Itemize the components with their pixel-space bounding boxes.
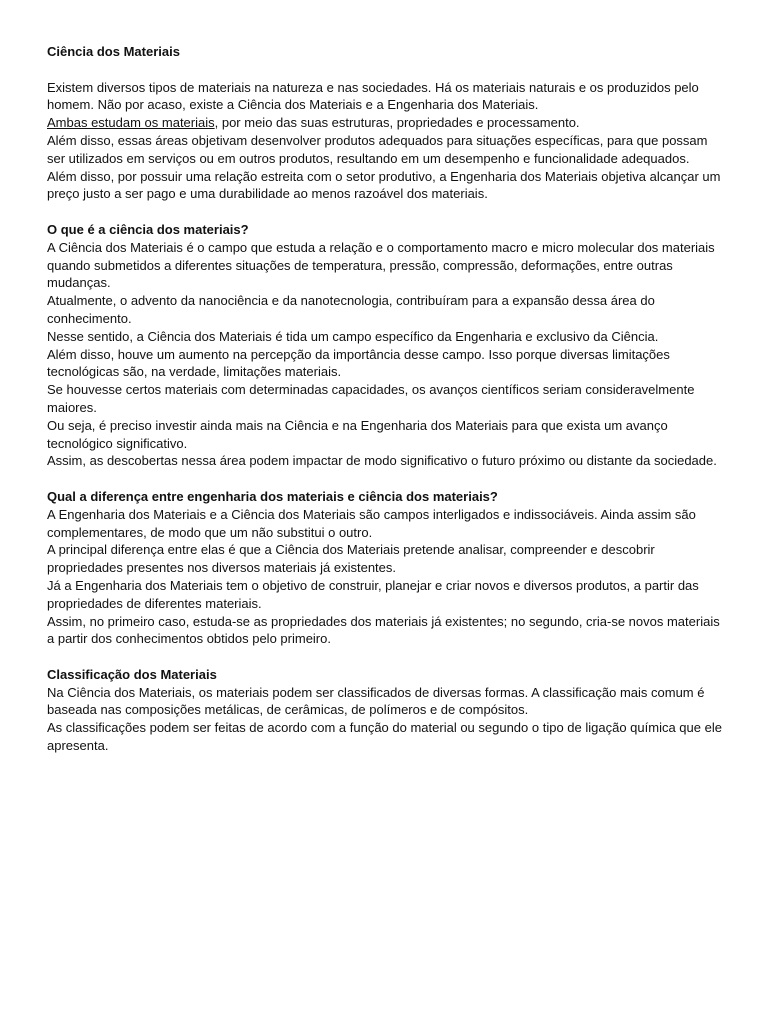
paragraph: Atualmente, o advento da nanociência e da nanotecnologia, contribuíram para a expansão dessa área do conhecimento.: [47, 293, 655, 326]
paragraph: A Ciência dos Materiais é o campo que estuda a relação e o comportamento macro e micro molecular dos materiais quando submetidos a diferentes situações de temperatura, pressão, compressão, deformações, entre outras mudanças.: [47, 239, 715, 291]
paragraph: Além disso, por possuir uma relação estreita com o setor produtivo, a Engenharia dos Materiais objetiva alcançar um preço justo a ser pago e uma durabilidade ao menos razoável dos materiais.: [47, 168, 721, 202]
paragraph: Se houvesse certos materiais com determinadas capacidades, os avanços científicos seriam consideravelmente maiores.: [47, 382, 695, 415]
paragraph: Além disso, essas áreas objetivam desenvolver produtos adequados para situações específicas, para que possam ser utilizados em serviços ou em outros produtos, resultando em um desempenho e funcionalidade adequados.: [47, 132, 708, 166]
section-intro: [47, 43, 727, 203]
paragraph: Além disso, houve um aumento na percepção da importância desse campo. Isso porque diversas limitações tecnológicas são, na verdade, limitações materiais.: [47, 346, 670, 380]
paragraph: Assim, as descobertas nessa área podem impactar de modo significativo o futuro próximo ou distante da sociedade.: [47, 453, 717, 469]
section-heading: Ciência dos Materiais: [47, 44, 180, 59]
section-difference: [47, 488, 727, 648]
underlined-text: Ambas estudam os materiais: [47, 115, 215, 131]
paragraph: [47, 114, 727, 132]
paragraph: As classificações podem ser feitas de acordo com a função do material ou segundo o tipo de ligação química que ele apresenta.: [47, 720, 722, 754]
paragraph-text: , por meio das suas estruturas, propriedades e processamento.: [214, 115, 580, 131]
section-heading: O que é a ciência dos materiais?: [47, 221, 249, 237]
paragraph: A Engenharia dos Materiais e a Ciência dos Materiais são campos interligados e indissociáveis. Ainda assim são complementares, de modo que um não substitui o outro.: [47, 506, 696, 540]
paragraph: A principal diferença entre elas é que a Ciência dos Materiais pretende analisar, compreender e descobrir propriedades presentes nos diversos materiais já existentes.: [47, 542, 655, 576]
section-heading: Qual a diferença entre engenharia dos materiais e ciência dos materiais?: [47, 488, 498, 504]
paragraph: Existem diversos tipos de materiais na natureza e nas sociedades. Há os materiais naturais e os produzidos pelo homem. Não por acaso, existe a Ciência dos Materiais e a Engenharia dos Materiais.: [47, 79, 699, 113]
document-body: [47, 43, 727, 773]
paragraph: Na Ciência dos Materiais, os materiais podem ser classificados de diversas formas. A classificação mais comum é baseada nas composições metálicas, de cerâmicas, de polímeros e de compósitos.: [47, 684, 705, 718]
paragraph: Nesse sentido, a Ciência dos Materiais é tida um campo específico da Engenharia e exclusivo da Ciência.: [47, 328, 659, 344]
paragraph: Ou seja, é preciso investir ainda mais na Ciência e na Engenharia dos Materiais para que exista um avanço tecnológico significativo.: [47, 417, 668, 451]
paragraph: Assim, no primeiro caso, estuda-se as propriedades dos materiais já existentes; no segundo, cria-se novos materiais a partir dos conhecimentos obtidos pelo primeiro.: [47, 613, 720, 647]
section-classification: [47, 666, 727, 755]
section-what-is: [47, 221, 727, 470]
paragraph: Já a Engenharia dos Materiais tem o objetivo de construir, planejar e criar novos e diversos produtos, a partir das propriedades de diferentes materiais.: [47, 577, 699, 611]
section-heading: Classificação dos Materiais: [47, 666, 217, 682]
